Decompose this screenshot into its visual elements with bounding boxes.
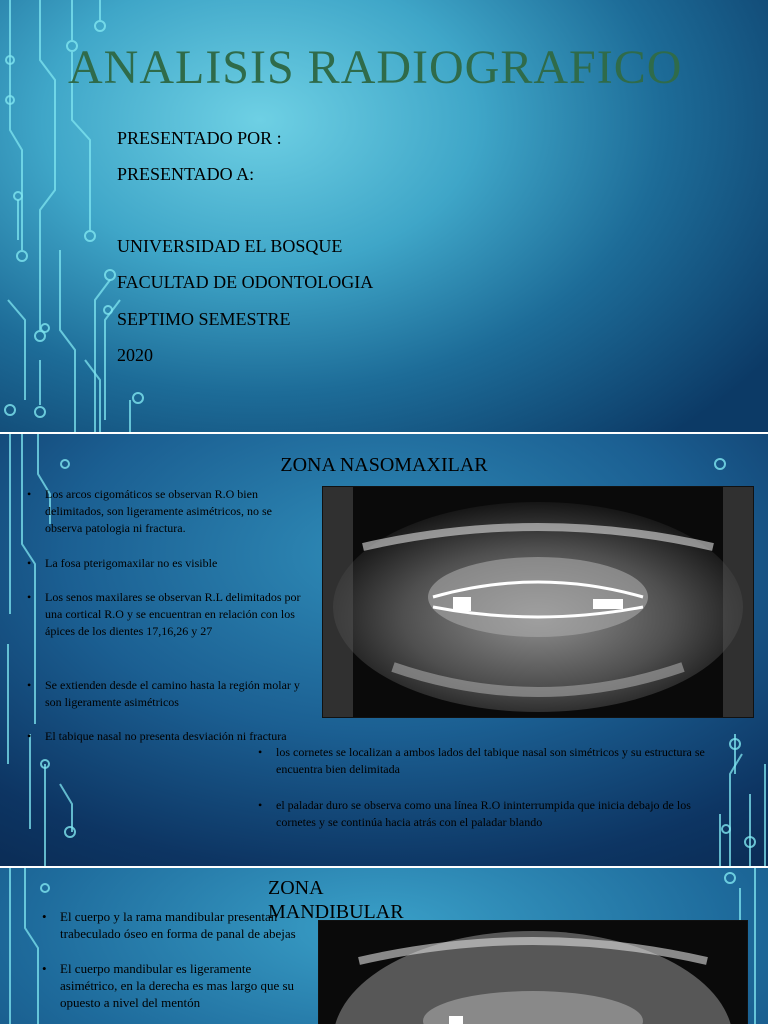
slide-nasomaxilar	[0, 434, 768, 866]
bullet-text: El cuerpo y la rama mandibular presentan trabeculado óseo en forma de panal de abejas	[60, 909, 296, 941]
bullet-item: • La fosa pterigomaxilar no es visible	[27, 556, 218, 570]
bullet-text: El tabique nasal no presenta desviación ni fractura	[45, 729, 287, 743]
bullet-item: • El cuerpo mandibular es ligeramente asimétrico, en la derecha es mas largo que su opuesto a nivel del mentón	[42, 961, 295, 1010]
faculty-name: FACULTAD DE ODONTOLOGIA	[117, 272, 374, 292]
bullet-text: La fosa pterigomaxilar no es visible	[45, 556, 218, 570]
slide-title: ZONA MANDIBULAR	[268, 877, 404, 923]
bullet-text: el paladar duro se observa como una línea R.O ininterrumpida que inicia debajo de los cornetes y se continúa hacia atrás con el paladar blando	[276, 798, 691, 829]
semester-label: SEPTIMO SEMESTRE	[117, 309, 291, 329]
year-label: 2020	[117, 345, 153, 365]
bullet-text: los cornetes se localizan a ambos lados del tabique nasal son simétricos y su estructura se encuentra bien delimitada	[276, 745, 705, 776]
bullet-text: Se extienden desde el camino hasta la región molar y son ligeramente asimétricos	[45, 678, 300, 709]
slide-title: ZONA NASOMAXILAR	[280, 454, 488, 476]
bullet-item: • Los senos maxilares se observan R.L delimitados por una cortical R.O y se encuentran en relación con los ápices de los dientes 17,16,26 y 27	[27, 590, 301, 638]
bullet-item: • Se extienden desde el camino hasta la región molar y son ligeramente asimétricos	[27, 678, 300, 709]
presented-by-label: PRESENTADO POR :	[117, 128, 282, 148]
panoramic-xray-image	[322, 486, 754, 718]
circuit-decoration-left	[0, 868, 60, 1024]
panoramic-xray-drawing	[319, 921, 747, 1024]
bullet-text: Los senos maxilares se observan R.L delimitados por una cortical R.O y se encuentran en relación con los ápices de los dientes 17,16,26 y 27	[45, 590, 301, 638]
panoramic-xray-image	[318, 920, 748, 1024]
bullet-item: • el paladar duro se observa como una línea R.O ininterrumpida que inicia debajo de los cornetes y se continúa hacia atrás con el paladar blando	[258, 798, 691, 829]
slide-mandibular	[0, 868, 768, 1024]
university-name: UNIVERSIDAD EL BOSQUE	[117, 236, 343, 256]
bullet-item: • El tabique nasal no presenta desviación ni fractura	[27, 729, 287, 743]
bullet-text: Los arcos cigomáticos se observan R.O bien delimitados, son ligeramente asimétricos, no se observa patologia ni fractura.	[45, 487, 272, 535]
slide-title	[0, 0, 768, 432]
bullet-item: • los cornetes se localizan a ambos lados del tabique nasal son simétricos y su estructura se encuentra bien delimitada	[258, 745, 705, 776]
bullet-text: El cuerpo mandibular es ligeramente asimétrico, en la derecha es mas largo que su opuesto a nivel del mentón	[60, 961, 295, 1010]
presented-to-label: PRESENTADO A:	[117, 164, 255, 184]
panoramic-xray-drawing	[323, 487, 753, 717]
bullet-item: • Los arcos cigomáticos se observan R.O bien delimitados, son ligeramente asimétricos, no se observa patologia ni fractura.	[27, 487, 272, 535]
bullet-item: • El cuerpo y la rama mandibular presentan trabeculado óseo en forma de panal de abejas	[42, 909, 296, 941]
presentation-title: ANALISIS RADIOGRAFICO	[68, 41, 683, 94]
